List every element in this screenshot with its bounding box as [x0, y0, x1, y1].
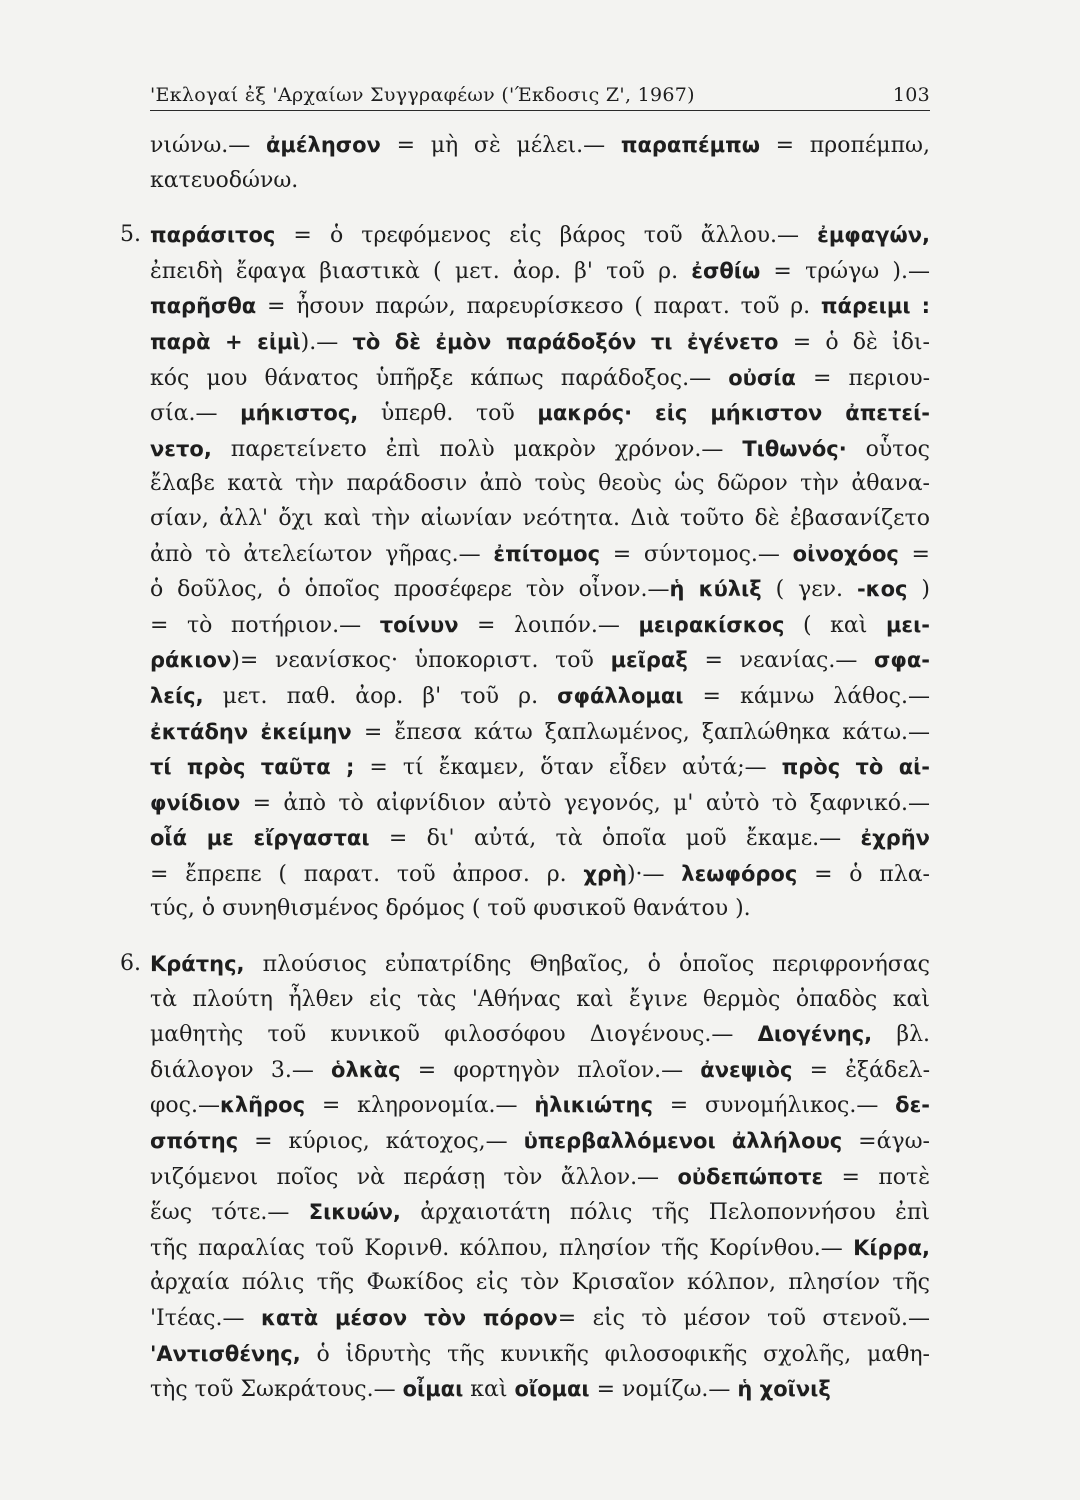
gloss-text: σία.— — [150, 401, 241, 427]
gloss-text: κατευοδώνω. — [150, 167, 299, 193]
text-line — [150, 502, 930, 537]
text-line — [150, 218, 930, 254]
headword: νετο, — [150, 436, 212, 461]
headword: μειρακίσκος — [638, 612, 785, 637]
headword: χρὴ — [583, 861, 627, 886]
gloss-text: διάλογον 3.— — [150, 1057, 332, 1083]
headword: φνίδιον — [150, 790, 241, 815]
gloss-text: = μὴ σὲ μέλει.— — [380, 133, 621, 158]
headword: παρὰ + εἰμὶ — [150, 329, 301, 354]
text-line — [150, 1372, 930, 1408]
gloss-text: ἕως τότε.— — [150, 1200, 309, 1226]
text-line — [150, 608, 930, 644]
entry-number: 6. — [120, 951, 141, 977]
headword: ἐχρῆν — [860, 826, 930, 851]
text-line — [150, 1124, 930, 1160]
gloss-text: σίαν, ἀλλ' ὄχι καὶ τὴν αἰωνίαν νεότητα. Διὰ τοῦτο δὲ ἐβασανίζετο — [150, 505, 930, 531]
headword: λεωφόρος — [681, 861, 798, 886]
gloss-text: = εἰς τὸ μέσον τοῦ στενοῦ.— — [557, 1306, 930, 1331]
gloss-text: ὁ δοῦλος, ὁ ὁποῖος προσέφερε τὸν οἶνον.— — [150, 577, 670, 603]
headword: μει- — [885, 612, 930, 637]
gloss-text: ἀρχαιοτάτη πόλις τῆς Πελοποννήσου ἐπὶ — [400, 1200, 930, 1226]
gloss-text: ὁ ἱδρυτὴς τῆς κυνικῆς φιλοσοφικῆς σχολῆς, μαθη- — [300, 1341, 930, 1367]
text-line — [150, 679, 930, 715]
gloss-text: = λοιπόν.— — [458, 612, 639, 638]
headword: παρῆσθα — [150, 294, 257, 319]
headword: ὑπερβαλλόμενοι ἀλλήλους — [523, 1129, 843, 1154]
gloss-text: ( γεν. — [761, 577, 857, 603]
headword: -κος — [856, 577, 908, 602]
text-line — [150, 572, 930, 608]
headword: οἰνοχόος — [792, 541, 899, 566]
gloss-text: = κάμνω λάθος.— — [683, 683, 930, 709]
gloss-text: = ὁ δὲ ἰδι- — [778, 329, 930, 355]
headword: ἐπίτομος — [493, 541, 601, 566]
gloss-text: = φορτηγὸν πλοῖον.— — [400, 1057, 701, 1083]
headword: τὸ δὲ ἐμὸν παράδοξόν τι ἐγένετο — [352, 329, 779, 354]
headword: παράσιτος — [150, 223, 276, 248]
headword: οἷά με εἴργασται — [150, 826, 370, 851]
headword: μήκιστος, — [240, 401, 359, 426]
text-line — [150, 1160, 930, 1196]
headword: κατὰ μέσον τὸν πόρον — [260, 1306, 558, 1330]
gloss-text: βλ. — [872, 1022, 930, 1048]
headword: ἡλικιώτης — [534, 1093, 653, 1118]
headword: οἶμαι — [402, 1377, 464, 1402]
intro-paragraph — [150, 128, 930, 198]
text-line — [150, 1088, 930, 1124]
headword: οἴομαι — [514, 1377, 590, 1402]
gloss-text: ἀπὸ τὸ ἀτελείωτον γῆρας.— — [150, 541, 494, 567]
gloss-text: = σύντομος.— — [600, 541, 793, 567]
glossary-entry — [120, 218, 931, 927]
gloss-text: = νομίζω.— — [589, 1377, 738, 1403]
headword: δε- — [895, 1093, 931, 1118]
text-line — [150, 467, 930, 502]
text-line — [150, 289, 930, 325]
header-title: 'Εκλογαί ἐξ 'Αρχαίων Συγγραφέων ('Έκδοσις Ζ', 1967) — [150, 84, 695, 106]
text-line — [150, 821, 930, 857]
headword: πάρειμι : — [820, 294, 930, 319]
gloss-text: ἔλαβε κατὰ τὴν παράδοσιν ἀπὸ τοὺς θεοὺς ὡς δῶρον τὴν ἀθανα- — [150, 471, 930, 497]
gloss-text: = ἔπρεπε ( παρατ. τοῦ ἀπροσ. ρ. — [150, 861, 584, 887]
text-line — [150, 750, 930, 786]
text-line — [150, 396, 930, 432]
gloss-text: = ποτὲ — [823, 1164, 931, 1190]
entry-number: 5. — [120, 222, 141, 248]
headword: ράκιον — [150, 648, 232, 673]
gloss-text: = συνομήλικος.— — [652, 1093, 896, 1119]
header-rule — [150, 110, 930, 111]
page-number: 103 — [892, 84, 930, 106]
text-line — [150, 947, 930, 983]
text-line — [150, 361, 930, 397]
text-line — [150, 715, 930, 751]
gloss-text: νιζόμενοι ποῖος νὰ περάσῃ τὸν ἄλλον.— — [150, 1164, 678, 1190]
text-line — [150, 1195, 930, 1231]
gloss-text: ἐπειδὴ ἔφαγα βιαστικὰ ( μετ. ἀορ. β' τοῦ ρ. — [150, 258, 692, 284]
gloss-text: = ἦσουν παρών, παρευρίσκεσο ( παρατ. τοῦ ρ. — [256, 294, 821, 320]
headword: 'Αντισθένης, — [150, 1341, 301, 1366]
gloss-text: ὑπερθ. τοῦ — [358, 401, 538, 427]
headword: ἡ χοῖνιξ — [737, 1377, 831, 1402]
gloss-text: τὴς τοῦ Σωκράτους.— — [150, 1377, 403, 1403]
text-line — [150, 128, 930, 164]
text-line — [150, 432, 930, 468]
headword: ἀνεψιὸς — [700, 1057, 793, 1082]
headword: ἀμέλησον — [265, 133, 381, 157]
headword: λείς, — [150, 683, 204, 708]
gloss-text: = περιου- — [795, 365, 931, 391]
text-line — [150, 892, 930, 927]
gloss-text: = τί ἔκαμεν, ὅταν εἶδεν αὐτά;— — [354, 755, 782, 781]
headword: τί πρὸς ταῦτα ; — [150, 755, 355, 780]
headword: Κράτης, — [150, 952, 245, 977]
gloss-text: ( καὶ — [784, 612, 886, 638]
text-line — [150, 1266, 930, 1301]
headword: Τιθωνός· — [742, 436, 847, 461]
text-line — [150, 1053, 930, 1089]
headword: σφα- — [874, 648, 930, 673]
gloss-text: = ἐξάδελ- — [792, 1057, 930, 1083]
gloss-text: = ἀπὸ τὸ αἰφνίδιον αὐτὸ γεγονός, μ' αὐτὸ τὸ ξαφνικό.— — [240, 790, 930, 816]
text-line — [150, 983, 930, 1018]
gloss-text: 'Ιτέας.— — [150, 1306, 261, 1331]
gloss-text: = προπέμπω, — [759, 133, 930, 158]
gloss-text: μαθητὴς τοῦ κυνικοῦ φιλοσόφου Διογένους.— — [150, 1022, 758, 1048]
text-line — [150, 325, 930, 361]
text-line — [150, 254, 930, 290]
text-line — [150, 164, 930, 199]
glossary-entries — [120, 218, 931, 1408]
gloss-text: τὰ πλούτη ἦλθεν εἰς τὰς 'Αθήνας καὶ ἔγινε θερμὸς ὀπαδὸς καὶ — [150, 986, 930, 1012]
gloss-text: παρετείνετο ἐπὶ πολὺ μακρὸν χρόνον.— — [211, 436, 743, 462]
gloss-text: ) — [907, 577, 930, 603]
gloss-text: = κληρονομία.— — [305, 1093, 535, 1119]
headword: κλῆρος — [219, 1093, 306, 1118]
headword: σφάλλομαι — [557, 683, 684, 708]
glossary-entry — [120, 947, 931, 1408]
headword: σπότης — [150, 1129, 239, 1154]
gloss-text: φος.— — [150, 1093, 220, 1119]
gloss-text: = τρώγω ).— — [760, 258, 930, 284]
gloss-text: τῆς παραλίας τοῦ Κορινθ. κόλπου, πλησίον τῆς Κορίνθου.— — [150, 1235, 854, 1261]
headword: μεῖραξ — [610, 648, 688, 673]
gloss-text: )= νεανίσκος· ὑποκοριστ. τοῦ — [231, 648, 611, 674]
gloss-text: πλούσιος εὐπατρίδης Θηβαῖος, ὁ ὁποῖος περιφρονήσας — [244, 952, 930, 978]
headword: ἐκτάδην ἐκείμην — [150, 719, 352, 744]
text-line — [150, 537, 930, 573]
text-line — [150, 1017, 930, 1053]
text-line — [150, 857, 930, 893]
gloss-text: = κύριος, κάτοχος,— — [238, 1129, 524, 1155]
headword: μακρός· εἰς μήκιστον ἀπετεί- — [537, 401, 930, 426]
headword: οὐσία — [728, 365, 796, 390]
running-header — [150, 76, 930, 106]
headword: Διογένης, — [757, 1022, 873, 1047]
headword: ἐσθίω — [691, 258, 761, 283]
headword: οὐδεπώποτε — [677, 1164, 824, 1189]
headword: Σικυών, — [308, 1200, 401, 1225]
gloss-text: = δι' αὐτά, τὰ ὁποῖα μοῦ ἔκαμε.— — [369, 826, 861, 852]
gloss-text: =άγω- — [842, 1129, 930, 1155]
gloss-text: = τὸ ποτήριον.— — [150, 612, 380, 638]
gloss-text: = ὁ τρεφόμενος εἰς βάρος τοῦ ἄλλου.— — [275, 223, 818, 249]
gloss-text: ).— — [300, 329, 353, 355]
text-line — [150, 1231, 930, 1267]
headword: τοίνυν — [379, 612, 459, 637]
gloss-text: καὶ — [463, 1377, 515, 1403]
text-line — [150, 786, 930, 822]
gloss-text: κός μου θάνατος ὑπῆρξε κάπως παράδοξος.— — [150, 365, 729, 391]
text-line — [150, 1301, 930, 1337]
gloss-text: = — [898, 541, 930, 567]
headword: ἡ κύλιξ — [669, 577, 762, 602]
gloss-text: = νεανίας.— — [687, 648, 875, 674]
headword: παραπέμπω — [620, 133, 760, 157]
headword: ἐμφαγών, — [817, 223, 930, 248]
page-body — [120, 128, 931, 1428]
text-line — [150, 1337, 930, 1373]
gloss-text: = ἔπεσα κάτω ξαπλωμένος, ξαπλώθηκα κάτω.— — [351, 719, 930, 745]
headword: πρὸς τὸ αἰ- — [781, 755, 931, 780]
gloss-text: νιώνω.— — [150, 133, 266, 158]
gloss-text: μετ. παθ. ἀορ. β' τοῦ ρ. — [203, 683, 558, 709]
gloss-text: = ὁ πλα- — [797, 861, 930, 887]
gloss-text: οὗτος — [846, 436, 930, 462]
text-line — [150, 643, 930, 679]
gloss-text: τύς, ὁ συνηθισμένος δρόμος ( τοῦ φυσικοῦ θανάτου ). — [150, 896, 751, 922]
headword: Κίρρα, — [853, 1235, 930, 1260]
gloss-text: ἀρχαία πόλις τῆς Φωκίδος εἰς τὸν Κρισαῖον κόλπον, πλησίον τῆς — [150, 1270, 930, 1296]
gloss-text: )·— — [626, 861, 682, 887]
headword: ὁλκὰς — [331, 1057, 401, 1082]
